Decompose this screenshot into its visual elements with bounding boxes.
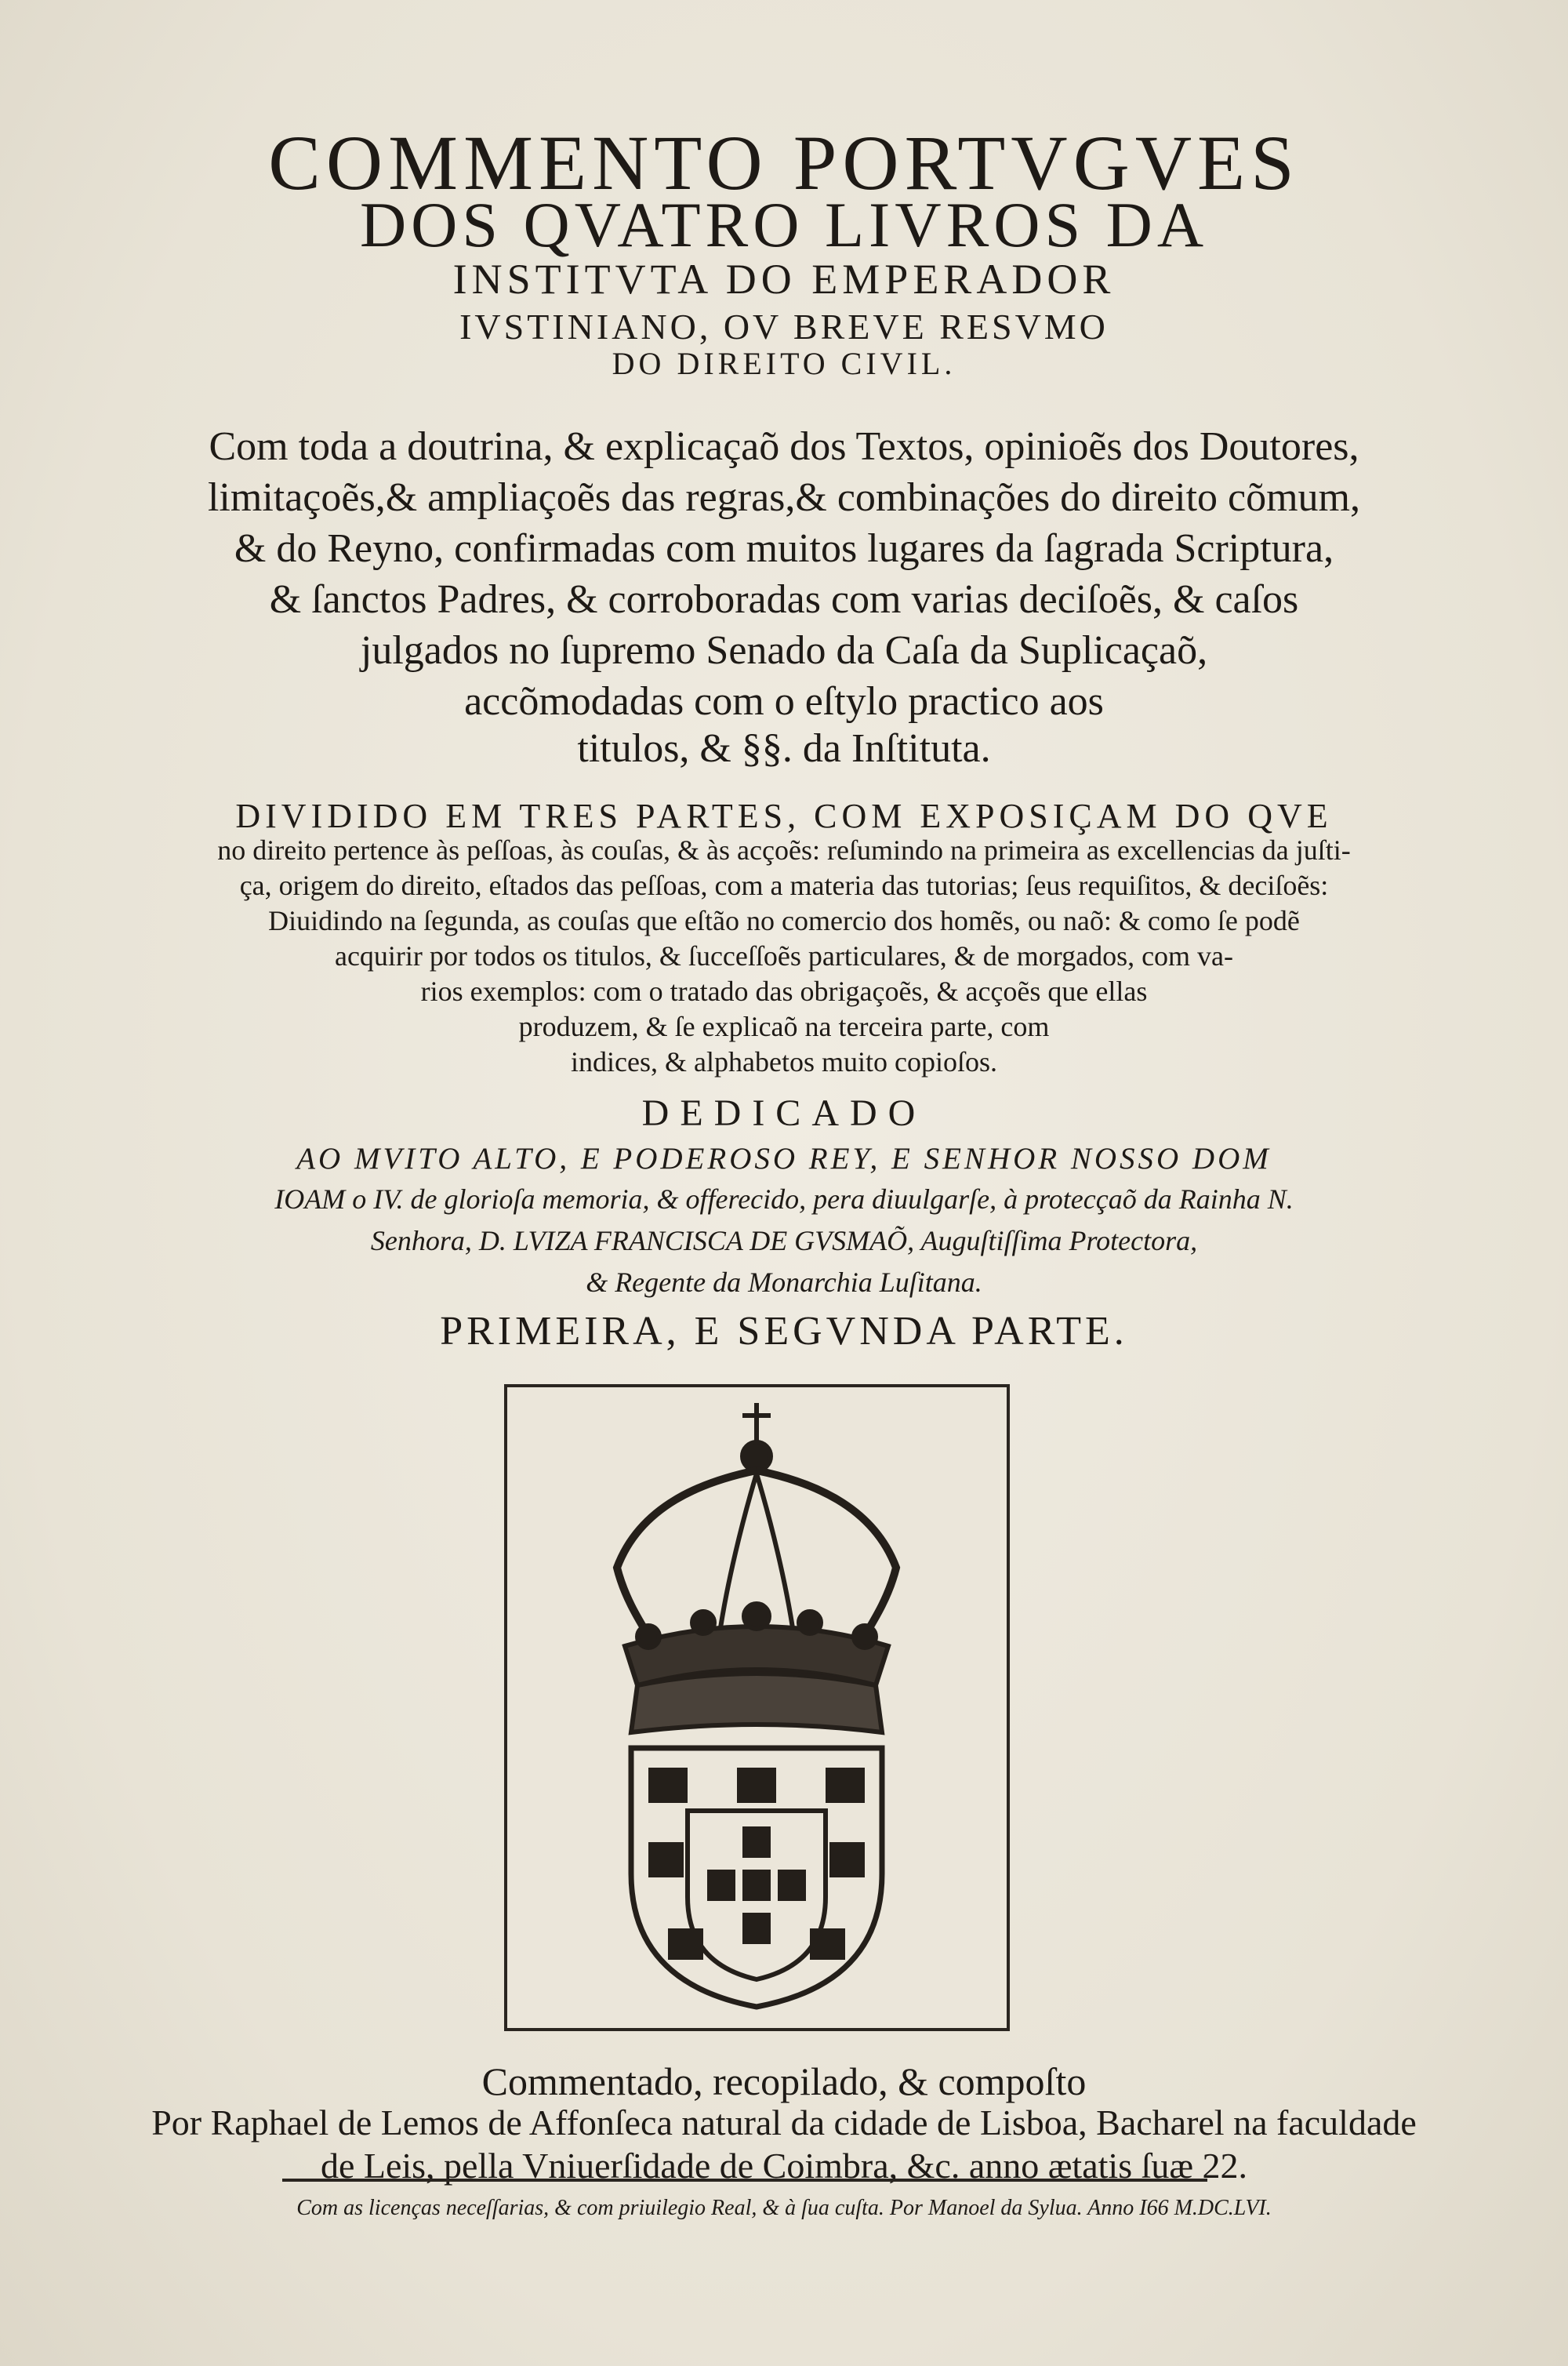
division-line: no direito pertence às peſſoas, às couſas, & às acçoẽs: reſumindo na primeira as excellencias da juſti- xyxy=(217,834,1351,866)
dedication-heading: DEDICADO xyxy=(641,1092,927,1134)
title-line-3: INSTITVTA DO EMPERADOR xyxy=(452,256,1116,303)
dedication-line: IOAM o IV. de glorioſa memoria, & offerecido, pera diuulgarſe, à protecçaõ da Rainha N. xyxy=(274,1183,1294,1215)
author-line: de Leis, pella Vniuerſidade de Coimbra, &c. anno ætatis ſuæ 22. xyxy=(320,2146,1248,2186)
subtitle-line: limitaçoẽs,& ampliaçoẽs das regras,& combinações do direito cõmum, xyxy=(207,475,1360,520)
part-heading: PRIMEIRA, E SEGVNDA PARTE. xyxy=(440,1309,1128,1354)
division-line: ça, origem do direito, eſtados das peſſoas, com a materia das tutorias; ſeus requiſitos, & deciſoẽs: xyxy=(239,870,1329,901)
imprint: Com as licenças neceſſarias, & com priuilegio Real, & à ſua cuſta. Por Manoel da Sylua. Anno I66 M.DC.LVI. xyxy=(296,2196,1272,2220)
title-line-5: DO DIREITO CIVIL. xyxy=(612,346,956,381)
division-line: Diuidindo na ſegunda, as couſas que eſtão no comercio dos homẽs, ou naõ: & como ſe podẽ xyxy=(268,905,1300,936)
dedication-line: AO MVITO ALTO, E PODEROSO REY, E SENHOR NOSSO DOM xyxy=(296,1142,1272,1176)
division-line: acquirir por todos os titulos, & ſucceſſoẽs particulares, & de morgados, com va- xyxy=(334,940,1234,972)
author-line: Por Raphael de Lemos de Affonſeca natural da cidade de Lisboa, Bacharel na faculdade xyxy=(151,2103,1417,2142)
subtitle-line: accõmodadas com o eſtylo practico aos xyxy=(464,679,1104,724)
subtitle-line: & ſanctos Padres, & corroboradas com varias deciſoẽs, & caſos xyxy=(269,577,1299,622)
title-line-4: IVSTINIANO, OV BREVE RESVMO xyxy=(459,307,1109,347)
title-line-2: DOS QVATRO LIVROS DA xyxy=(359,189,1209,260)
division-line: produzem, & ſe explicaõ na terceira parte, com xyxy=(518,1011,1050,1042)
divider-rule xyxy=(282,2179,1207,2182)
subtitle-line: titulos, & §§. da Inſtituta. xyxy=(577,726,991,771)
portuguese-coat-of-arms-icon xyxy=(507,1387,1007,2028)
subtitle-line: & do Reyno, confirmadas com muitos lugares da ſagrada Scriptura, xyxy=(234,526,1334,571)
dedication-line: Senhora, D. LVIZA FRANCISCA DE GVSMAÕ, Auguſtiſſima Protectora, xyxy=(370,1225,1198,1256)
division-line: rios exemplos: com o tratado das obrigaçoẽs, & acçoẽs que ellas xyxy=(420,976,1148,1007)
division-line: indices, & alphabetos muito copioſos. xyxy=(571,1046,997,1078)
subtitle-line: julgados no ſupremo Senado da Caſa da Suplicaçaõ, xyxy=(360,628,1208,673)
author-line: Commentado, recopilado, & compoſto xyxy=(481,2059,1087,2103)
division-heading: DIVIDIDO EM TRES PARTES, COM EXPOSIÇAM DO QVE xyxy=(235,797,1333,835)
subtitle-line: Com toda a doutrina, & explicaçaõ dos Textos, opinioẽs dos Doutores, xyxy=(209,424,1359,469)
royal-coat-of-arms-woodcut xyxy=(504,1384,1010,2031)
dedication-line: & Regente da Monarchia Luſitana. xyxy=(586,1267,982,1298)
title-line-1: COMMENTO PORTVGVES xyxy=(268,119,1300,206)
